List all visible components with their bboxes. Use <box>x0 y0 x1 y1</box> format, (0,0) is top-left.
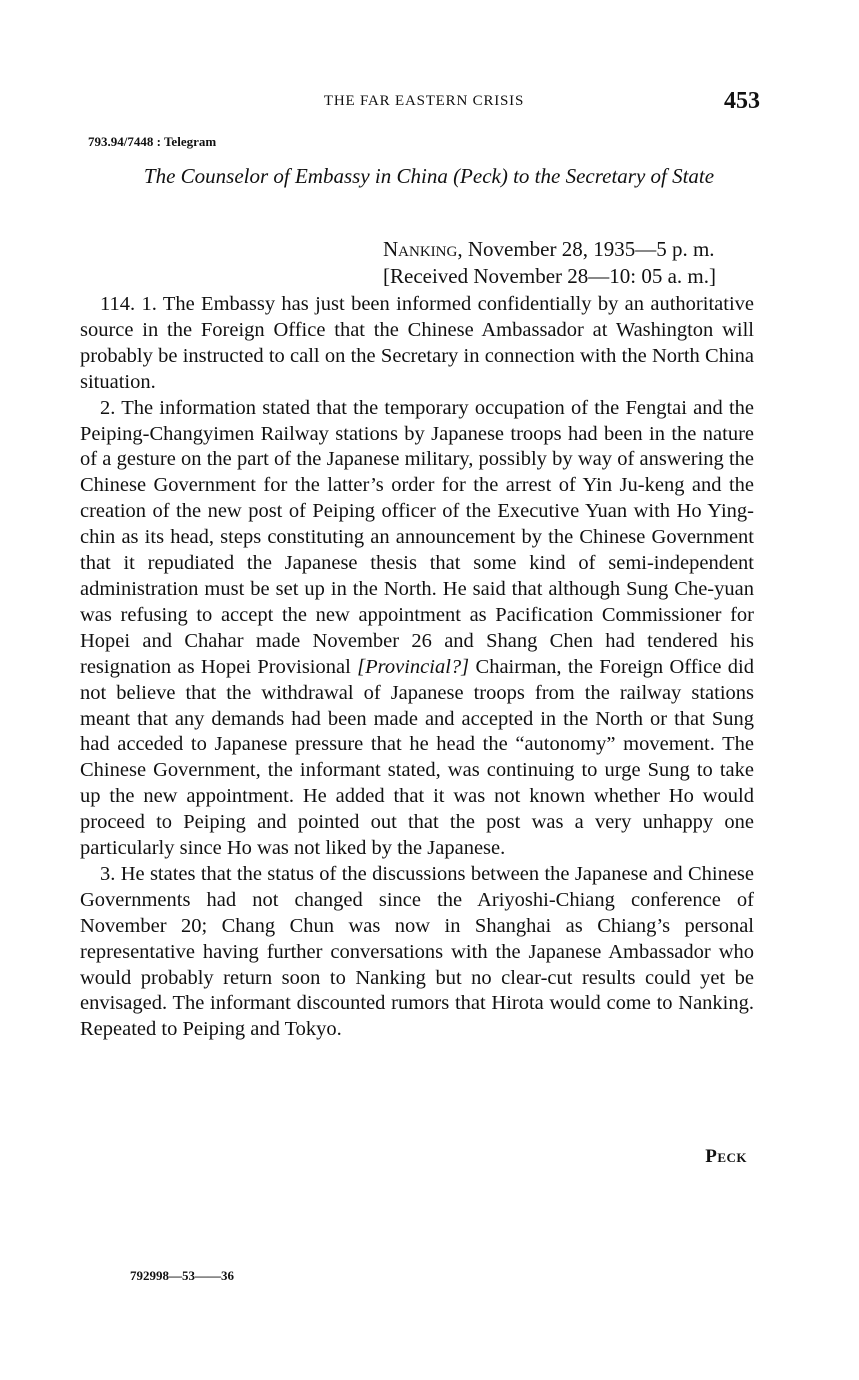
paragraph-2 <box>80 396 754 862</box>
file-reference: 793.94/7448 : Telegram <box>88 134 217 149</box>
dateline <box>383 236 759 290</box>
paragraph-1 <box>80 292 754 396</box>
dateline-received: [Received November 28—10: 05 a. m.] <box>383 264 716 288</box>
running-title: THE FAR EASTERN CRISIS <box>323 93 525 109</box>
paragraph-3-text: 3. He states that the status of the discussions between the Japanese and Chinese Governments had not changed since the Ariyoshi-Chiang conference of November 20; Chang Chun was now in Shanghai as Chiang’s personal representative having further conversations with the Japanese Ambassador who would probably return soon to Nanking but no clear-cut results could yet be envisaged. The informant discounted rumors that Hirota would come to Nanking. Repeated to Peiping and Tokyo. <box>80 862 754 1041</box>
running-header <box>88 88 760 122</box>
page-number: 453 <box>724 88 760 114</box>
signature: Peck <box>705 1146 747 1167</box>
dateline-sent <box>383 236 759 263</box>
paragraph-2-italic-insertion: [Provincial?] <box>357 655 470 678</box>
paragraph-1-text: 114. 1. The Embassy has just been informed confidentially by an authoritative source in the Foreign Office that the Chinese Ambassador at Washington will probably be instructed to call on the Secretary in connection with the North China situation. <box>80 293 754 393</box>
paragraph-3 <box>80 862 754 1043</box>
print-code: 792998—53——36 <box>130 1268 234 1283</box>
dateline-date-sent: , November 28, 1935—5 p. m. <box>457 237 715 261</box>
paragraph-2-text-after: Chairman, the Foreign Office did not believe that the withdrawal of Japanese troops from the railway stations meant that any demands had been made and accepted in the North or that Sung had acceded to Japanese pressure that he head the “autonomy” movement. The Chinese Government, the informant stated, was continuing to urge Sung to take up the new appointment. He added that it was not known whether Ho would proceed to Peiping and pointed out that the post was a very unhappy one particularly since Ho was not liked by the Japanese. <box>80 655 754 860</box>
paragraph-2-text-before: 2. The information stated that the temporary occupation of the Fengtai and the Peiping-Changyimen Railway stations by Japanese troops had been in the nature of a gesture on the part of the Japanese military, possibly by way of answering the Chinese Government for the latter’s order for the arrest of Yin Ju-keng and the creation of the new post of Peiping officer of the Executive Yuan with Ho Ying-chin as its head, steps constituting an announcement by the Chinese Government that it repudiated the Japanese thesis that some kind of semi-independent administration must be set up in the North. He said that although Sung Che-yuan was refusing to accept the new appointment as Pacification Commissioner for Hopei and Chahar made November 26 and Shang Chen had tendered his resignation as Hopei Provisional <box>80 396 754 678</box>
telegram-body <box>80 292 754 1043</box>
document-title: The Counselor of Embassy in China (Peck) to the Secretary of State <box>143 164 715 188</box>
dateline-place: Nanking <box>383 237 458 261</box>
